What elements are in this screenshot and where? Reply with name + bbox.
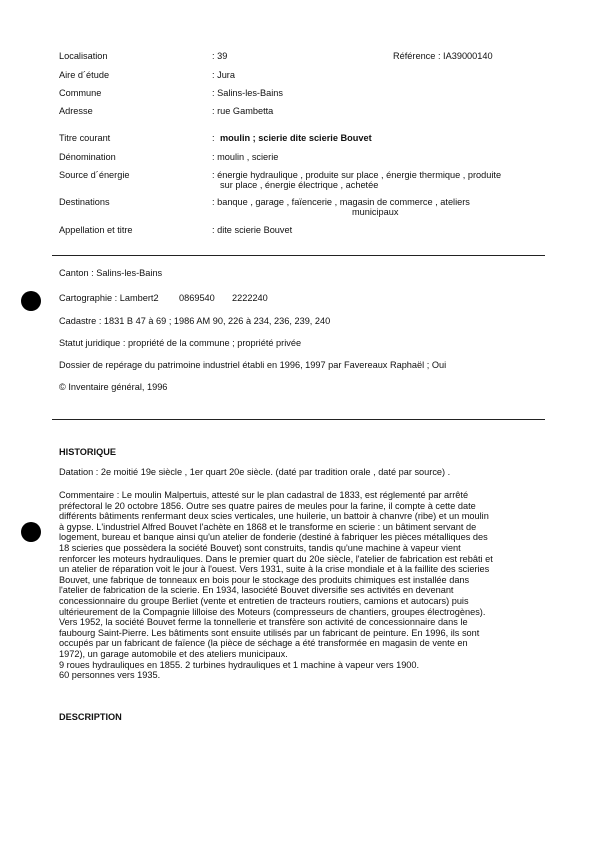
localisation-label: Localisation: [59, 51, 108, 61]
divider-middle: [52, 419, 545, 420]
commentaire-line: à gypse. L'industriel Alfred Bouvet l'achète en 1868 et le transforme en scierie : un bâtiment servant de: [59, 521, 477, 532]
localisation-value: : 39: [212, 51, 228, 61]
denomination-value: : moulin , scierie: [212, 152, 279, 162]
commentaire-line: Vers 1952, la société Bouvet ferme la tonnellerie et transfère son activité de concessionnaire dans le: [59, 617, 468, 628]
reference: Référence : IA39000140: [393, 51, 493, 61]
cartographie-label: Cartographie : Lambert2: [59, 293, 159, 303]
destinations-value-2: municipaux: [352, 207, 399, 217]
commentaire-line: 1972), un garage automobile et des ateliers municipaux.: [59, 648, 288, 659]
divider-top: [52, 255, 545, 256]
cartographie-y: 2222240: [232, 293, 268, 303]
historique-heading: HISTORIQUE: [59, 447, 117, 457]
denomination-label: Dénomination: [59, 152, 116, 162]
titre-courant-value: moulin ; scierie dite scierie Bouvet: [220, 133, 372, 143]
copyright: © Inventaire général, 1996: [59, 382, 168, 392]
adresse-label: Adresse: [59, 106, 93, 116]
commentaire-line: Bouvet, une fabrique de tonneaux en bois pour le stockage des produits chimiques est installée dans: [59, 574, 470, 585]
commentaire-line: Commentaire : Le moulin Malpertuis, attesté sur le plan cadastral de 1833, est réglementé par arrêté: [59, 490, 469, 500]
commentaire-line: l'atelier de fabrication de la scierie. En 1934, lasociété Bouvet diversifie ses activités en devenant: [59, 585, 454, 596]
destinations-value-1: : banque , garage , faïencerie , magasin de commerce , ateliers: [212, 197, 470, 207]
commentaire: [59, 490, 544, 681]
titre-courant-colon: :: [212, 133, 215, 143]
commentaire-line: ultérieurement de la Compagnie lilloise des Moteurs (compresseurs de chantiers, groupes électrogènes).: [59, 606, 486, 617]
punch-hole-bottom: [21, 522, 41, 542]
cartographie-x: 0869540: [179, 293, 215, 303]
commentaire-line: logement, bureau et banque ainsi qu'un atelier de fonderie (destiné à fabriquer les pièces métalliques des: [59, 532, 488, 543]
titre-courant-label: Titre courant: [59, 133, 111, 143]
commentaire-line: un atelier de réparation voit le jour à l'ouest. Vers 1931, suite à la crise mondiale et à la faillite des scieries: [59, 564, 490, 575]
commentaire-line: 60 personnes vers 1935.: [59, 670, 161, 681]
aire-value: : Jura: [212, 70, 235, 80]
description-heading: DESCRIPTION: [59, 712, 122, 722]
commentaire-line: renforcer les moteurs hydrauliques. Dans le premier quart du 20e siècle, l'atelier de fabrication est rebâti et: [59, 553, 493, 564]
commune-label: Commune: [59, 88, 102, 98]
source-energie-value-1: : énergie hydraulique , produite sur place , énergie thermique , produite: [212, 170, 502, 180]
commentaire-line: occupés par un fabricant de faïence (la pièce de séchage a été transformée en magasin de vente en: [59, 638, 468, 649]
aire-label: Aire d´étude: [59, 70, 110, 80]
dossier: Dossier de repérage du patrimoine industriel établi en 1996, 1997 par Favereaux Raphaël ; Oui: [59, 360, 447, 370]
source-energie-value-2: sur place , énergie électrique , achetée: [220, 180, 379, 190]
commentaire-line: faubourg Saint-Pierre. Les bâtiments sont ensuite utilisés par un fabricant de peinture. En 1996, ils sont: [59, 627, 480, 638]
commune-value: : Salins-les-Bains: [212, 88, 283, 98]
statut-juridique: Statut juridique : propriété de la commune ; propriété privée: [59, 338, 302, 348]
adresse-value: : rue Gambetta: [212, 106, 274, 116]
source-energie-label: Source d´énergie: [59, 170, 130, 180]
cadastre: Cadastre : 1831 B 47 à 69 ; 1986 AM 90, 226 à 234, 236, 239, 240: [59, 316, 331, 326]
destinations-label: Destinations: [59, 197, 110, 207]
canton: Canton : Salins-les-Bains: [59, 268, 163, 278]
appellation-label: Appellation et titre: [59, 225, 133, 235]
datation: Datation : 2e moitié 19e siècle , 1er quart 20e siècle. (daté par tradition orale , daté par source) .: [59, 467, 451, 477]
commentaire-line: 9 roues hydrauliques en 1855. 2 turbines hydrauliques et 1 machine à vapeur vers 1900.: [59, 659, 420, 670]
commentaire-line: 18 scieries que possèdera la société Bouvet) sont construits, tandis qu'une machine à vapeur vient: [59, 542, 461, 553]
commentaire-line: préfectoral le 20 octobre 1856. Outre ses quatre paires de meules pour la farine, il compte à cette date: [59, 500, 476, 511]
punch-hole-top: [21, 291, 41, 311]
commentaire-line: concessionnaire du groupe Berliet (vente et entretien de tracteurs routiers, camions et autocars) puis: [59, 595, 469, 606]
commentaire-line: différents bâtiments renfermant deux scies verticales, une huilerie, un battoir à chanvre (ribe) et un moulin: [59, 511, 489, 522]
appellation-value: : dite scierie Bouvet: [212, 225, 293, 235]
